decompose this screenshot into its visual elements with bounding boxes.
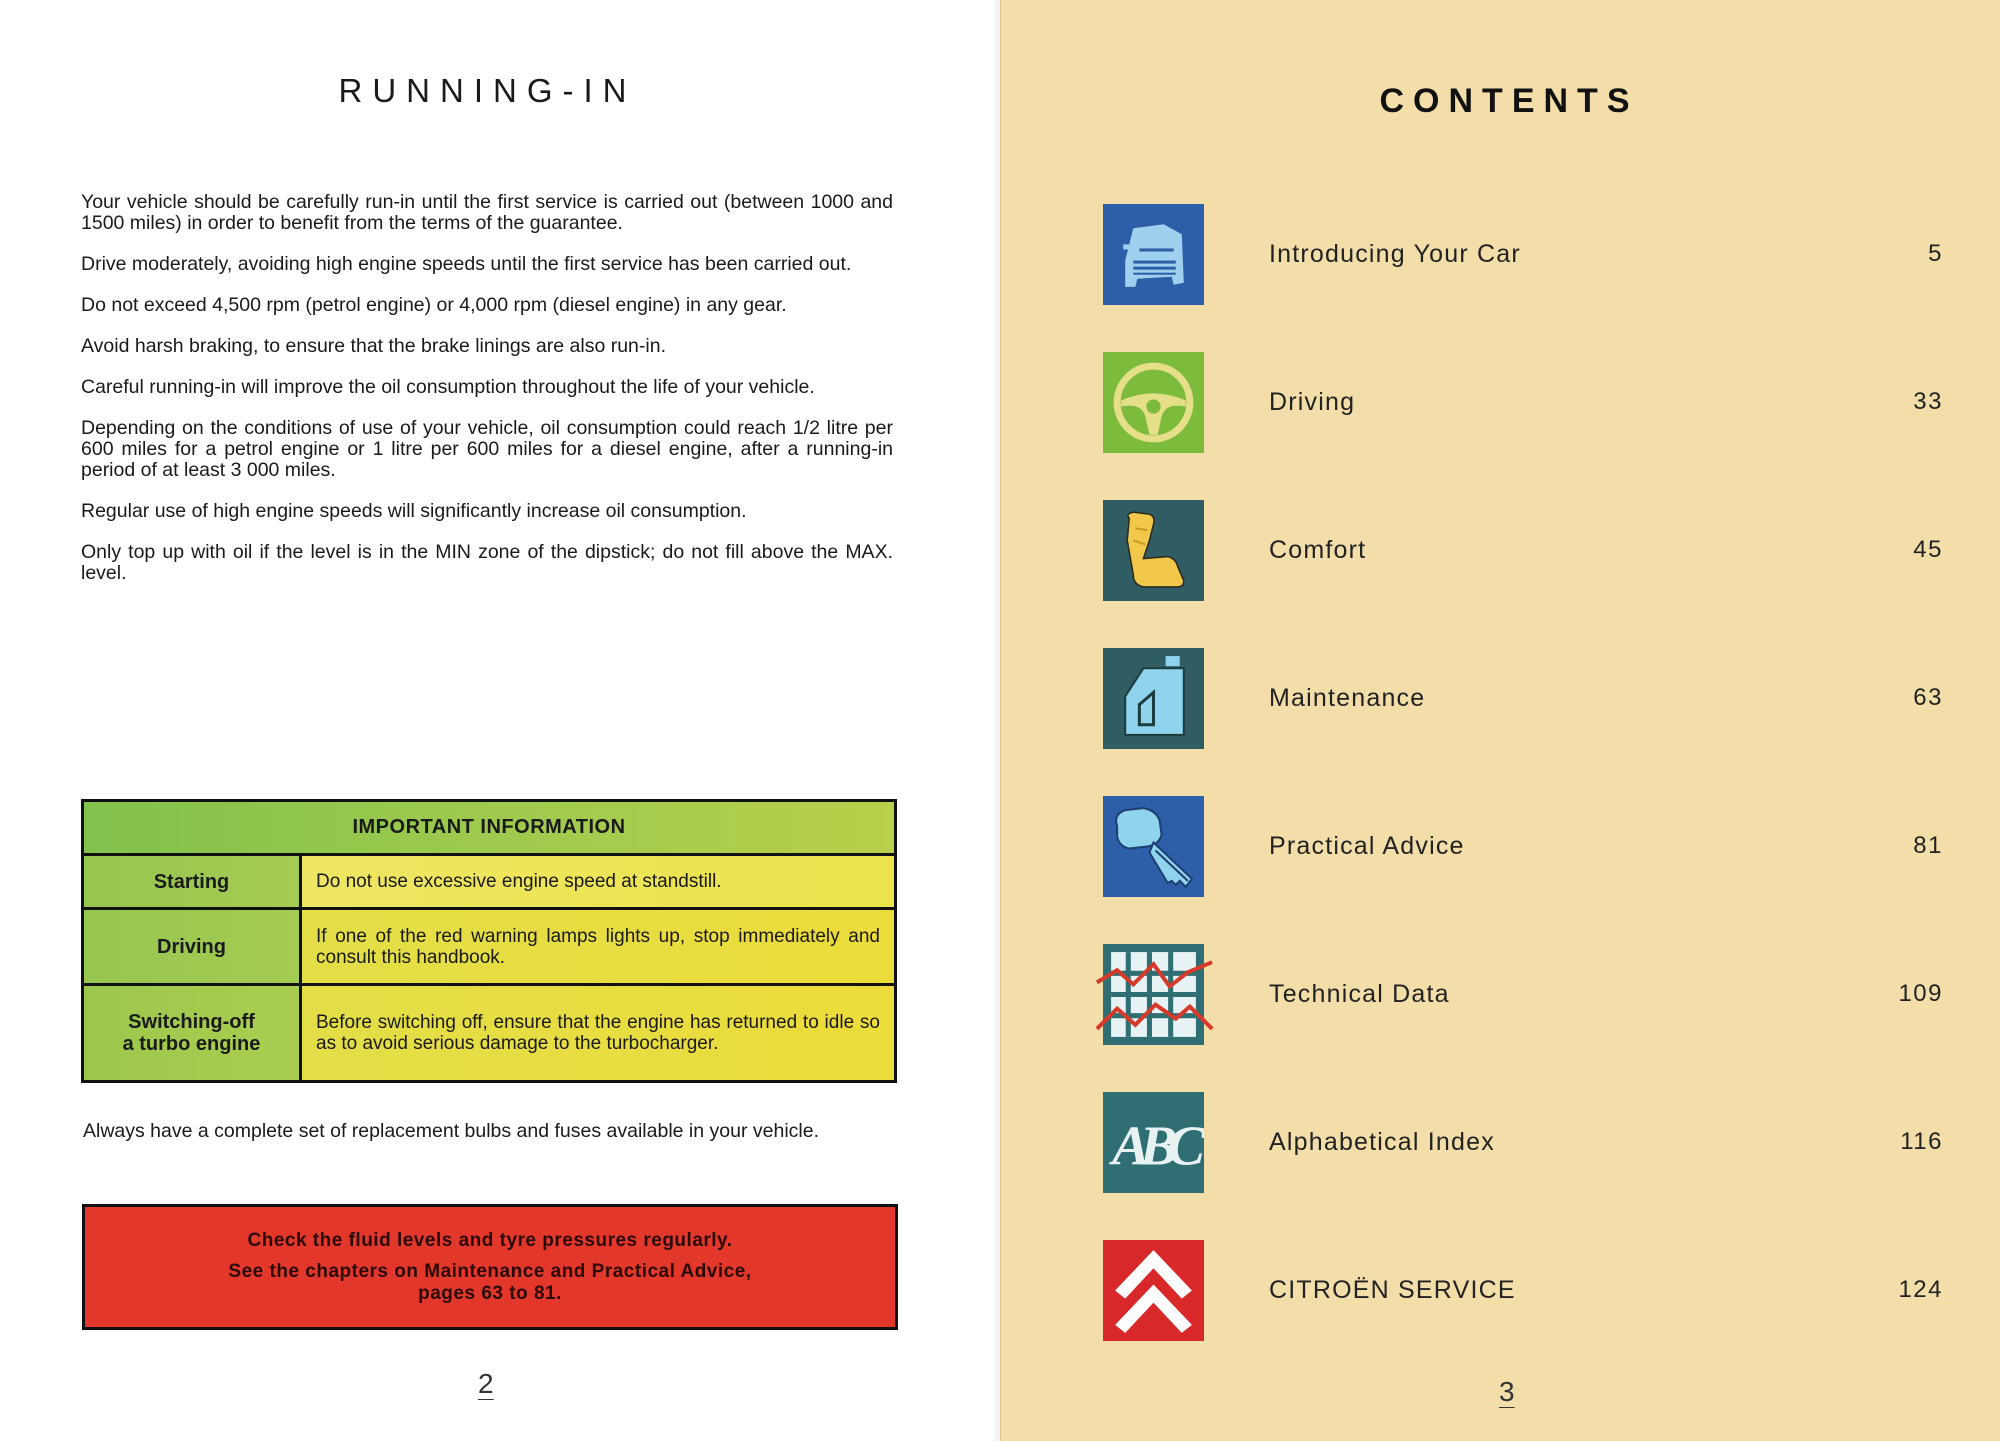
toc-label: Driving xyxy=(1269,388,1356,416)
paragraph: Regular use of high engine speeds will significantly increase oil consumption. xyxy=(81,500,747,522)
info-row-text: Before switching off, ensure that the engine has returned to idle so as to avoid serious damage to the turbocharger. xyxy=(302,986,894,1080)
toc-label: CITROËN SERVICE xyxy=(1269,1276,1516,1304)
key-icon xyxy=(1103,796,1204,897)
paragraph: Only top up with oil if the level is in the MIN zone of the dipstick; do not fill above the MAX. level. xyxy=(81,541,893,584)
toc-item-driving[interactable] xyxy=(1103,352,1943,454)
contents-title: CONTENTS xyxy=(1379,82,1639,120)
toc-label: Technical Data xyxy=(1269,980,1450,1008)
info-row-text: Do not use excessive engine speed at standstill. xyxy=(302,856,894,907)
page-number: 2 xyxy=(478,1368,494,1399)
bulbs-note: Always have a complete set of replacement bulbs and fuses available in your vehicle. xyxy=(83,1120,819,1142)
info-row-label-line: Switching-off xyxy=(128,1011,255,1033)
toc-item-comfort[interactable] xyxy=(1103,500,1943,602)
toc-label: Maintenance xyxy=(1269,684,1426,712)
toc-item-maintenance[interactable] xyxy=(1103,648,1943,750)
info-row-driving xyxy=(84,910,894,986)
page-number: 3 xyxy=(1499,1376,1515,1407)
info-row-starting xyxy=(84,856,894,910)
right-page xyxy=(1000,0,2000,1441)
toc-item-citroen-service[interactable] xyxy=(1103,1240,1943,1342)
toc-item-introducing-your-car[interactable] xyxy=(1103,204,1943,306)
paragraph: Avoid harsh braking, to ensure that the brake linings are also run-in. xyxy=(81,335,666,357)
paragraph: Your vehicle should be carefully run-in until the first service is carried out (between 1000 and 1500 miles) in order to benefit from the terms of the guarantee. xyxy=(81,191,893,234)
warning-line: See the chapters on Maintenance and Practical Advice, xyxy=(228,1260,752,1282)
toc-page-number: 45 xyxy=(1913,536,1943,563)
info-row-label xyxy=(84,986,302,1080)
abc-icon xyxy=(1103,1092,1204,1193)
abc-icon-text: ABC xyxy=(1112,1115,1195,1178)
citroen-chevrons-icon xyxy=(1103,1240,1204,1341)
paragraph: Careful running-in will improve the oil consumption throughout the life of your vehicle. xyxy=(81,376,815,398)
toc-page-number: 124 xyxy=(1898,1276,1943,1303)
info-row-label-line: a turbo engine xyxy=(122,1033,261,1055)
toc-page-number: 81 xyxy=(1913,832,1943,859)
toc-item-alphabetical-index[interactable] xyxy=(1103,1092,1943,1194)
toc-page-number: 63 xyxy=(1913,684,1943,711)
intro-text xyxy=(81,192,893,604)
chart-grid-icon xyxy=(1103,944,1204,1045)
paragraph: Depending on the conditions of use of your vehicle, oil consumption could reach 1/2 litre per 600 miles for a petrol engine or 1 litre per 600 miles for a diesel engine, after a running-in period of at least 3 000 miles. xyxy=(81,417,893,481)
toc-page-number: 33 xyxy=(1913,388,1943,415)
toc-label: Practical Advice xyxy=(1269,832,1465,860)
seat-icon xyxy=(1103,500,1204,601)
warning-box xyxy=(82,1204,898,1330)
warning-line: Check the fluid levels and tyre pressures regularly. xyxy=(247,1229,733,1251)
important-info-table xyxy=(81,799,897,1083)
toc-page-number: 116 xyxy=(1900,1128,1943,1155)
toc-item-practical-advice[interactable] xyxy=(1103,796,1943,898)
car-front-icon xyxy=(1103,204,1204,305)
steering-wheel-icon xyxy=(1103,352,1204,453)
info-row-label: Driving xyxy=(84,910,302,983)
info-row-switching-off xyxy=(84,986,894,1080)
toc-page-number: 109 xyxy=(1898,980,1943,1007)
toc-page-number: 5 xyxy=(1928,240,1943,267)
info-row-text: If one of the red warning lamps lights up, stop immediately and consult this handbook. xyxy=(302,910,894,983)
toc-item-technical-data[interactable] xyxy=(1103,944,1943,1046)
oil-can-icon xyxy=(1103,648,1204,749)
toc-label: Alphabetical Index xyxy=(1269,1128,1495,1156)
paragraph: Drive moderately, avoiding high engine speeds until the first service has been carried out. xyxy=(81,253,852,275)
warning-line: pages 63 to 81. xyxy=(418,1282,562,1304)
toc-label: Introducing Your Car xyxy=(1269,240,1521,268)
info-table-heading: IMPORTANT INFORMATION xyxy=(84,802,894,856)
info-row-label: Starting xyxy=(84,856,302,907)
toc-label: Comfort xyxy=(1269,536,1367,564)
page-title: RUNNING-IN xyxy=(338,72,637,109)
paragraph: Do not exceed 4,500 rpm (petrol engine) or 4,000 rpm (diesel engine) in any gear. xyxy=(81,294,787,316)
